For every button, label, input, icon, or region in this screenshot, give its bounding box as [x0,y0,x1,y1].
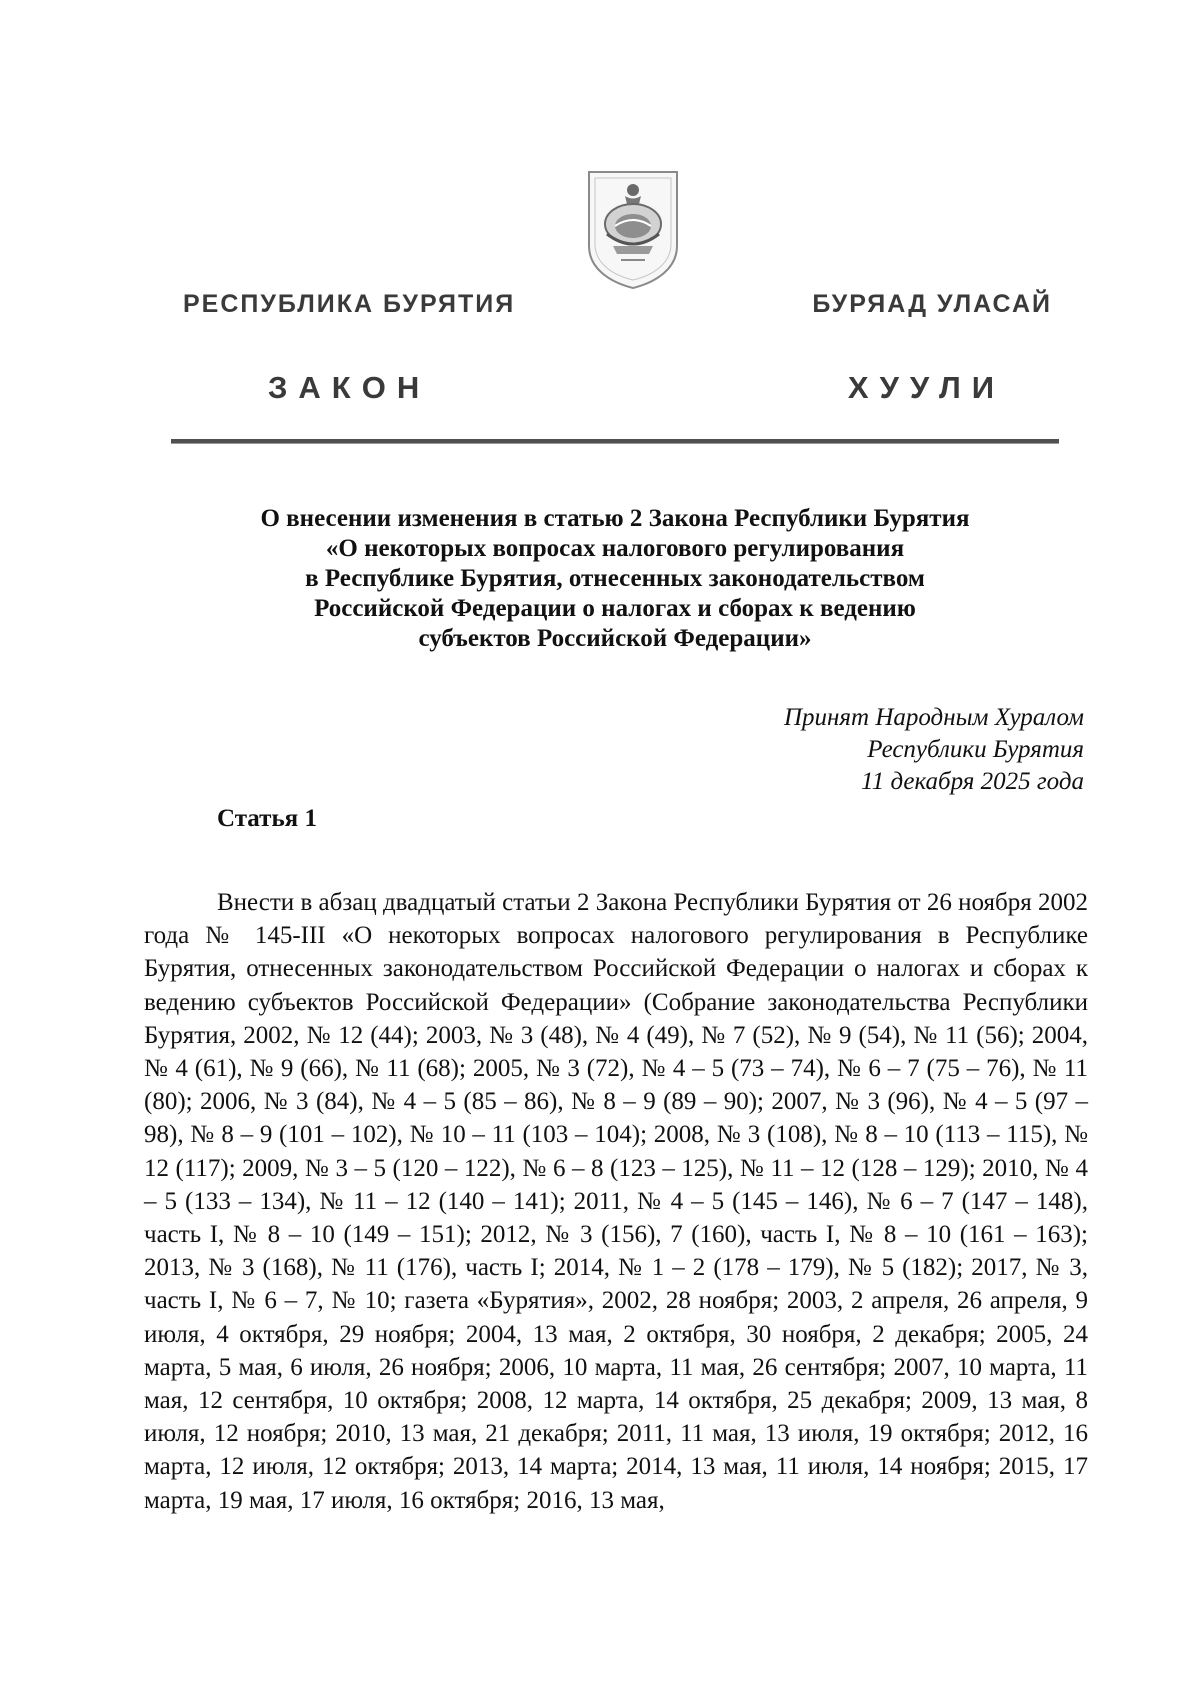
title-line: О внесении изменения в статью 2 Закона Республики Бурятия [260,505,970,532]
law-label-buryat: ХУУЛИ [847,370,1005,405]
buryatia-coat-of-arms-icon [585,168,681,292]
header-divider [171,439,1059,444]
law-label-russian: ЗАКОН [268,370,431,405]
title-line: Российской Федерации о налогах и сборах к ведению [314,595,916,622]
republic-name-russian: РЕСПУБЛИКА БУРЯТИЯ [183,290,516,318]
title-line: «О некоторых вопросах налогового регулирования [325,535,905,562]
adoption-line: Принят Народным Хуралом [783,704,1084,731]
title-line: в Республике Бурятия, отнесенных законодательством [305,565,925,592]
republic-name-buryat: БУРЯАД УЛАСАЙ [812,290,1052,318]
document-title [150,504,1080,654]
adoption-date: 11 декабря 2025 года [861,768,1084,795]
adoption-line: Республики Бурятия [867,736,1084,763]
article-heading: Статья 1 [217,805,317,832]
adoption-note [784,702,1084,798]
article-body: Внести в абзац двадцатый статьи 2 Закона Республики Бурятия от 26 ноября 2002 года № 145-III «О некоторых вопросах налогового регулирования в Республике Бурятия, отнесенных законодательством Российской Федерации о налогах и сборах к ведению субъектов Российской Федерации» (Собрание законодательства Республики Бурятия, 2002, № 12 (44); 2003, № 3 (48), № 4 (49), № 7 (52), № 9 (54), № 11 (56); 2004, № 4 (61), № 9 (66), № 11 (68); 2005, № 3 (72), № 4 – 5 (73 – 74), № 6 – 7 (75 – 76), № 11 (80); 2006, № 3 (84), № 4 – 5 (85 – 86), № 8 – 9 (89 – 90); 2007, № 3 (96), № 4 – 5 (97 – 98), № 8 – 9 (101 – 102), № 10 – 11 (103 – 104); 2008, № 3 (108), № 8 – 10 (113 – 115), № 12 (117); 2009, № 3 – 5 (120 – 122), № 6 – 8 (123 – 125), № 11 – 12 (128 – 129); 2010, № 4 – 5 (133 – 134), № 11 – 12 (140 – 141); 2011, № 4 – 5 (145 – 146), № 6 – 7 (147 – 148), часть I, № 8 – 10 (149 – 151); 2012, № 3 (156), 7 (160), часть I, № 8 – 10 (161 – 163); 2013, № 3 (168), № 11 (176), часть I; 2014, № 1 – 2 (178 – 179), № 5 (182); 2017, № 3, часть I, № 6 – 7, № 10; газета «Бурятия», 2002, 28 ноября; 2003, 2 апреля, 26 апреля, 9 июля, 4 октября, 29 ноября; 2004, 13 мая, 2 октября, 30 ноября, 2 декабря; 2005, 24 марта, 5 мая, 6 июля, 26 ноября; 2006, 10 марта, 11 мая, 26 сентября; 2007, 10 марта, 11 мая, 12 сентября, 10 октября; 2008, 12 марта, 14 октября, 25 декабря; 2009, 13 мая, 8 июля, 12 ноября; 2010, 13 мая, 21 декабря; 2011, 11 мая, 13 июля, 19 октября; 2012, 16 марта, 12 июля, 12 октября; 2013, 14 марта; 2014, 13 мая, 11 июля, 14 ноября; 2015, 17 марта, 19 мая, 17 июля, 16 октября; 2016, 13 мая, [144,889,1088,1514]
title-line: субъектов Российской Федерации» [418,625,812,652]
